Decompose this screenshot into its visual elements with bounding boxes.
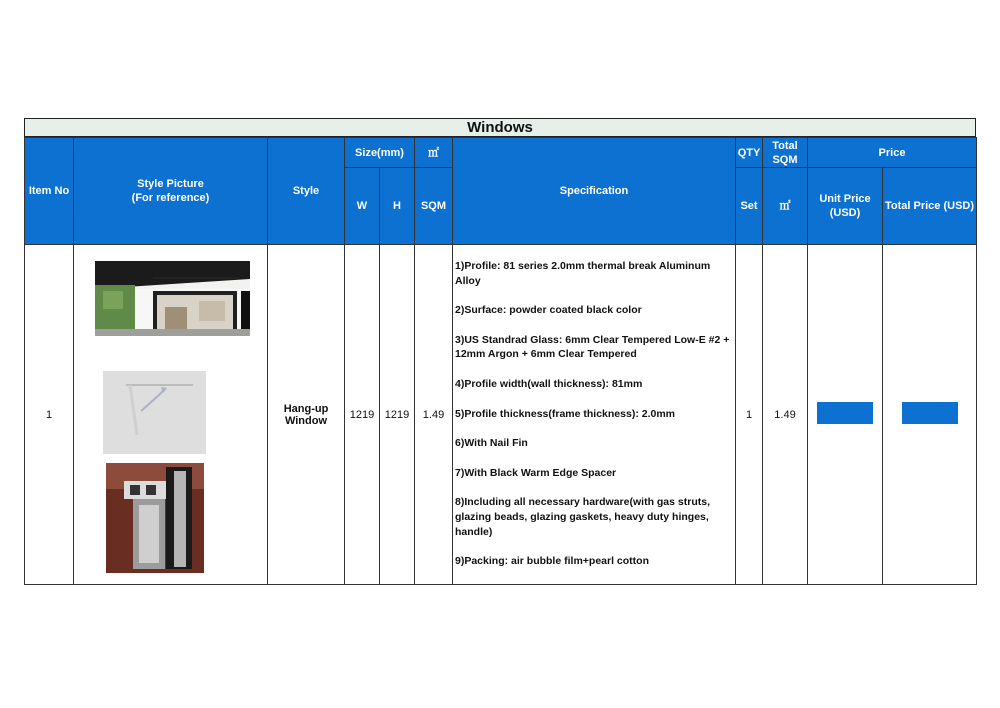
header-total-unit: ㎡ — [763, 168, 808, 245]
header-style-picture-line2: (For reference) — [131, 192, 210, 204]
header-sqm: SQM — [415, 168, 453, 245]
header-w: W — [345, 168, 380, 245]
cell-specification — [453, 245, 736, 585]
header-set: Set — [736, 168, 763, 245]
window-photo-image — [95, 261, 250, 336]
header-area-unit: ㎡ — [415, 138, 453, 168]
window-diagram-image — [103, 371, 206, 454]
cell-item-no: 1 — [25, 245, 74, 585]
cell-unit-price — [808, 245, 883, 585]
header-total-price: Total Price (USD) — [883, 168, 977, 245]
spec-line: 9)Packing: air bubble film+pearl cotton — [455, 555, 649, 568]
header-row-1 — [25, 138, 977, 168]
spec-line: 4)Profile width(wall thickness): 81mm — [455, 377, 643, 390]
header-h: H — [380, 168, 415, 245]
spec-line: 2)Surface: powder coated black color — [455, 304, 642, 317]
header-unit-price: Unit Price (USD) — [808, 168, 883, 245]
sheet-title: Windows — [24, 118, 976, 137]
cell-style: Hang-up Window — [268, 245, 345, 585]
cell-h: 1219 — [380, 245, 415, 585]
profile-section-image — [106, 463, 204, 573]
header-qty: QTY — [736, 138, 763, 168]
spec-line: 8)Including all necessary hardware(with gas struts, glazing beads, glazing gaskets, heavy duty hinges, handle) — [455, 496, 710, 538]
header-style-picture-line1: Style Picture — [137, 178, 204, 190]
spec-line: 1)Profile: 81 series 2.0mm thermal break Aluminum Alloy — [455, 260, 711, 287]
cell-style-picture — [74, 245, 268, 585]
cell-total-sqm: 1.49 — [763, 245, 808, 585]
unit-price-box — [817, 402, 873, 424]
header-price: Price — [808, 138, 977, 168]
cell-qty: 1 — [736, 245, 763, 585]
quotation-table — [24, 137, 977, 585]
spec-line: 6)With Nail Fin — [455, 437, 528, 450]
header-style: Style — [268, 138, 345, 245]
cell-total-price — [883, 245, 977, 585]
cell-w: 1219 — [345, 245, 380, 585]
header-style-picture — [74, 138, 268, 245]
header-size: Size(mm) — [345, 138, 415, 168]
table-row — [25, 245, 977, 585]
spec-line: 5)Profile thickness(frame thickness): 2.0mm — [455, 407, 675, 420]
header-specification: Specification — [453, 138, 736, 245]
header-total-sqm: Total SQM — [763, 138, 808, 168]
cell-sqm: 1.49 — [415, 245, 453, 585]
spec-line: 7)With Black Warm Edge Spacer — [455, 466, 617, 479]
total-price-box — [902, 402, 958, 424]
header-item-no: Item No — [25, 138, 74, 245]
spec-line: 3)US Standrad Glass: 6mm Clear Tempered Low-E #2 + 12mm Argon + 6mm Clear Tempered — [455, 333, 730, 361]
